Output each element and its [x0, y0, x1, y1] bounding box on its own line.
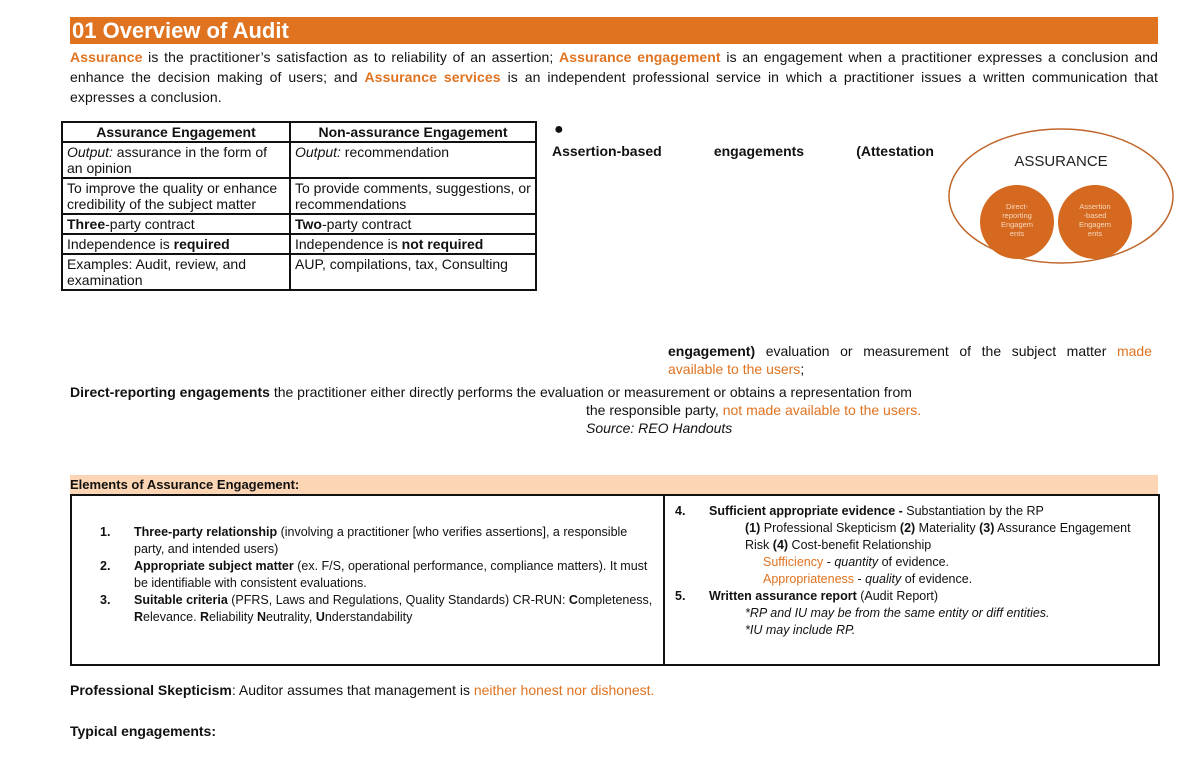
- sufficiency-emphasis: quantity: [834, 555, 879, 569]
- assurance-venn-diagram: [946, 126, 1176, 266]
- item-number: 3.: [100, 593, 111, 607]
- table-cell: [290, 214, 536, 234]
- skepticism-text: : Auditor assumes that management is: [231, 682, 474, 698]
- bullet-icon: ●: [554, 121, 564, 138]
- skepticism-bold: Professional Skepticism: [70, 682, 232, 698]
- factor-text: Assurance Engagement Risk: [745, 521, 1131, 552]
- crrun-word: ompleteness,: [577, 593, 653, 607]
- list-item: [675, 503, 1145, 520]
- sep-text: -: [854, 572, 866, 586]
- elements-box: [70, 494, 1160, 666]
- table-header-row: [62, 122, 536, 142]
- table-cell: [62, 214, 290, 234]
- table-cell: [290, 142, 536, 178]
- venn-assertion-label: ents: [1087, 229, 1103, 238]
- cell-text: Independence is: [295, 236, 402, 252]
- typical-engagements-heading: Typical engagements:: [70, 723, 217, 739]
- cell-emphasis: Output:: [295, 144, 341, 160]
- list-item: [100, 524, 656, 558]
- factor-text: Cost-benefit Relationship: [788, 538, 932, 552]
- cell-bold: not required: [401, 236, 484, 252]
- venn-direct-label: Direct-: [1005, 202, 1029, 211]
- term-assurance: Assurance: [70, 49, 143, 65]
- direct-highlight: not made available to the users.: [722, 402, 922, 418]
- elements-header: Elements of Assurance Engagement:: [70, 475, 1158, 494]
- appropriateness-line: [675, 571, 1145, 588]
- table-row: [62, 234, 536, 254]
- item-text: (Audit Report): [856, 589, 939, 603]
- assertion-heading: [552, 143, 934, 159]
- cell-bold: required: [173, 236, 230, 252]
- assertion-word: engagements: [713, 143, 805, 159]
- item-bold: Appropriate subject matter: [134, 559, 294, 573]
- item-body: [134, 592, 656, 626]
- cell-text: Independence is: [67, 236, 174, 252]
- venn-assertion-label: Engagem: [1078, 220, 1112, 229]
- term-assurance-services: Assurance services: [364, 69, 501, 85]
- venn-direct-label: ents: [1009, 229, 1025, 238]
- venn-assertion-label: -based: [1083, 211, 1107, 220]
- item-text: Substantiation by the RP: [902, 504, 1044, 518]
- crrun-letter: R: [134, 610, 144, 624]
- factor-number: (1): [745, 521, 761, 535]
- intro-text-1: is the practitioner’s satisfaction as to reliability of an assertion;: [142, 49, 560, 65]
- item-number: 5.: [675, 589, 686, 603]
- cell-text: assurance in the form of an opinion: [67, 144, 267, 176]
- table-cell: To provide comments, suggestions, or recommendations: [290, 178, 536, 214]
- table-row: [62, 214, 536, 234]
- sep-text: -: [823, 555, 835, 569]
- item-number: 1.: [100, 525, 111, 539]
- item-bold: Sufficient appropriate evidence -: [709, 504, 903, 518]
- assertion-text: evaluation or measurement of the subject matter: [755, 343, 1117, 359]
- factor-number: (4): [772, 538, 789, 552]
- sufficiency-term: Sufficiency: [763, 555, 824, 569]
- crrun-word: eutrality,: [266, 610, 316, 624]
- intro-text-2: is an engagement when a practitioner expresses a conclusion and enhance the decision making of users; and: [70, 49, 1158, 85]
- sufficiency-line: [675, 554, 1145, 571]
- direct-text: the responsible party,: [586, 402, 723, 418]
- elements-left-column: [100, 524, 656, 626]
- direct-reporting-paragraph: [70, 383, 1160, 401]
- appropriateness-text: of evidence.: [901, 572, 973, 586]
- header-non-assurance: Non-assurance Engagement: [290, 122, 536, 142]
- item-body: [709, 503, 1145, 520]
- table-cell: To improve the quality or enhance credibility of the subject matter: [62, 178, 290, 214]
- factor-number: (3): [979, 521, 995, 535]
- crrun-word: elevance.: [143, 610, 201, 624]
- direct-bold: Direct-reporting engagements: [70, 384, 270, 400]
- item-bold: Three-party relationship: [134, 525, 278, 539]
- direct-text: the practitioner either directly performs the evaluation or measurement or obtains a representation from: [269, 384, 912, 400]
- venn-assertion-label: Assertion: [1079, 202, 1111, 211]
- table-cell: Examples: Audit, review, and examination: [62, 254, 290, 290]
- source-note: Source: REO Handouts: [586, 420, 733, 436]
- skepticism-line: [70, 681, 654, 699]
- intro-paragraph: [70, 47, 1158, 107]
- factor-text: Materiality: [915, 521, 980, 535]
- elements-right-column: [675, 503, 1145, 639]
- table-cell: [62, 142, 290, 178]
- list-item: [675, 588, 1145, 605]
- list-item: [100, 592, 656, 626]
- crrun-letter: N: [256, 610, 267, 624]
- direct-reporting-line2: [586, 401, 921, 419]
- table-row: [62, 142, 536, 178]
- assertion-highlight: made available to the users: [668, 343, 1152, 377]
- item-text: (PFRS, Laws and Regulations, Quality Standards) CR-RUN:: [227, 593, 569, 607]
- cell-text: -party contract: [105, 216, 195, 232]
- assertion-continuation: [668, 342, 1152, 378]
- venn-title: ASSURANCE: [1014, 153, 1108, 170]
- cell-bold: Two: [295, 216, 322, 232]
- intro-text-3: is an independent professional service in which a practitioner issues a written communication that expresses a conclusion.: [70, 69, 1158, 105]
- item-text: (involving a practitioner [who verifies assertions], a responsible party, and intended users): [134, 525, 628, 556]
- venn-direct-label: Engagem: [1000, 220, 1034, 229]
- item-text: (ex. F/S, operational performance, compliance matters). It must be identifiable with consistent evaluations.: [134, 559, 648, 590]
- cell-text: -party contract: [321, 216, 412, 232]
- cell-emphasis: Output:: [67, 144, 113, 160]
- crrun-word: eliability: [209, 610, 257, 624]
- assertion-bold: engagement): [668, 343, 756, 359]
- header-assurance: Assurance Engagement: [62, 122, 290, 142]
- term-assurance-engagement: Assurance engagement: [559, 49, 721, 65]
- cell-bold: Three: [67, 216, 106, 232]
- factor-number: (2): [899, 521, 916, 535]
- table-row: [62, 178, 536, 214]
- item-bold: Written assurance report: [709, 589, 857, 603]
- appropriateness-emphasis: quality: [865, 572, 902, 586]
- assertion-end: ;: [800, 361, 805, 377]
- crrun-letter: R: [200, 610, 210, 624]
- sufficiency-text: of evidence.: [878, 555, 949, 569]
- evidence-factors: [675, 520, 1145, 554]
- crrun-letter: C: [568, 593, 578, 607]
- list-item: [100, 558, 656, 592]
- venn-outer-ellipse: [949, 129, 1173, 263]
- skepticism-highlight: neither honest nor dishonest.: [473, 682, 655, 698]
- venn-direct-label: reporting: [1002, 211, 1032, 220]
- item-number: 2.: [100, 559, 111, 573]
- note-line: *IU may include RP.: [745, 623, 856, 637]
- item-body: [134, 524, 656, 558]
- note-line: *RP and IU may be from the same entity or diff entities.: [745, 606, 1050, 620]
- comparison-table: [61, 121, 537, 291]
- table-cell: [290, 234, 536, 254]
- elements-divider: [663, 496, 665, 664]
- table-row: [62, 254, 536, 290]
- crrun-word: nderstandability: [324, 610, 413, 624]
- item-number: 4.: [675, 504, 686, 518]
- assertion-word: (Attestation: [856, 143, 934, 159]
- page-title: 01 Overview of Audit: [72, 18, 289, 43]
- table-cell: [62, 234, 290, 254]
- appropriateness-term: Appropriateness: [763, 572, 855, 586]
- cell-text: recommendation: [340, 144, 450, 160]
- item-bold: Suitable criteria: [134, 593, 228, 607]
- factor-text: Professional Skepticism: [760, 521, 900, 535]
- item-body: [134, 558, 656, 592]
- item-body: [709, 588, 1145, 605]
- table-cell: AUP, compilations, tax, Consulting: [290, 254, 536, 290]
- crrun-letter: U: [315, 610, 325, 624]
- assertion-word: Assertion-based: [552, 143, 662, 159]
